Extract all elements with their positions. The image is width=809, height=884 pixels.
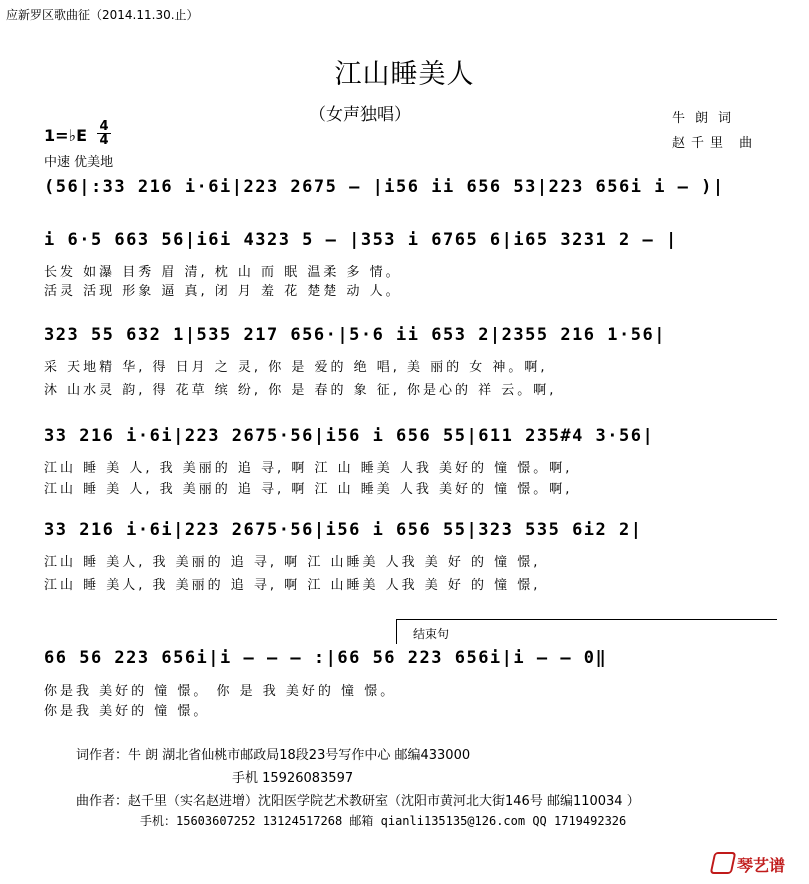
song-subtitle: （女声独唱）: [309, 105, 411, 125]
logo-icon: [710, 852, 737, 874]
composer-contact: 手机：15603607252 13124517268 邮箱 qianli135135@126.com QQ 1719492326: [140, 814, 627, 828]
lyric-line-3a: 采 天地精 华, 得 日月 之 灵, 你 是 爱的 绝 唱, 美 丽的 女 神。啊,: [44, 360, 548, 375]
notation-line-6: 66 56 223 656i|i – – – :|66 56 223 656i|i – – 0‖: [44, 648, 608, 668]
lyric-line-6a: 你是我 美好的 憧 憬。 你 是 我 美好的 憧 憬。: [44, 684, 397, 699]
lyric-line-2a: 长发 如瀑 目秀 眉 清, 枕 山 而 眠 温柔 多 情。: [44, 265, 402, 280]
header-note: 应新罗区歌曲征（2014.11.30.止）: [6, 8, 199, 22]
lyric-line-6b: 你是我 美好的 憧 憬。: [44, 704, 210, 719]
composer-credit: 赵千里 曲: [672, 136, 759, 151]
lyric-line-4a: 江山 睡 美 人, 我 美丽的 追 寻, 啊 江 山 睡美 人我 美好的 憧 憬。啊,: [44, 461, 573, 476]
notation-line-2: i 6·5 663 56|i6i 4323 5 – |353 i 6765 6|i65 3231 2 – |: [44, 230, 678, 250]
song-title: 江山睡美人: [334, 59, 475, 90]
notation-line-4: 33 216 i·6i|223 2675·56|i56 i 656 55|611 235#4 3·56|: [44, 426, 655, 446]
notation-line-1: (56|:33 216 i·6i|223 2675 – |i56 ii 656 53|223 656i i – )|: [44, 177, 725, 197]
lyric-line-5a: 江山 睡 美人, 我 美丽的 追 寻, 啊 江 山睡美 人我 美 好 的 憧 憬,: [44, 555, 541, 570]
time-signature: [97, 120, 111, 147]
meter-top: 4: [99, 119, 109, 134]
lyric-line-5b: 江山 睡 美人, 我 美丽的 追 寻, 啊 江 山睡美 人我 美 好 的 憧 憬,: [44, 578, 541, 593]
site-logo: [712, 852, 785, 876]
logo-text: 琴艺谱: [737, 856, 786, 875]
lyric-line-2b: 活灵 活现 形象 逼 真, 闭 月 羞 花 楚楚 动 人。: [44, 284, 402, 299]
tempo-marking: 中速 优美地: [44, 155, 114, 170]
ending-label: 结束句: [413, 627, 450, 641]
lyricist-credit: 牛朗词: [672, 111, 742, 126]
lyric-line-3b: 沐 山水灵 韵, 得 花草 缤 纷, 你 是 春的 象 征, 你是心的 祥 云。啊,: [44, 383, 557, 398]
composer-address: 曲作者：赵千里（实名赵进增）沈阳医学院艺术教研室（沈阳市黄河北大街146号 邮编110034 ）: [76, 794, 640, 809]
lyricist-address: 词作者：牛 朗 湖北省仙桃市邮政局18段23号写作中心 邮编433000: [76, 748, 471, 763]
lyricist-phone: 手机 15926083597: [232, 771, 354, 786]
notation-line-5: 33 216 i·6i|223 2675·56|i56 i 656 55|323 535 6i2 2|: [44, 520, 643, 540]
key-signature: 1=♭E: [44, 126, 88, 145]
notation-line-3: 323 55 632 1|535 217 656·|5·6 ii 653 2|2355 216 1·56|: [44, 325, 666, 345]
meter-bottom: 4: [99, 133, 109, 148]
lyric-line-4b: 江山 睡 美 人, 我 美丽的 追 寻, 啊 江 山 睡美 人我 美好的 憧 憬。啊,: [44, 482, 573, 497]
ending-bracket: [396, 619, 777, 644]
